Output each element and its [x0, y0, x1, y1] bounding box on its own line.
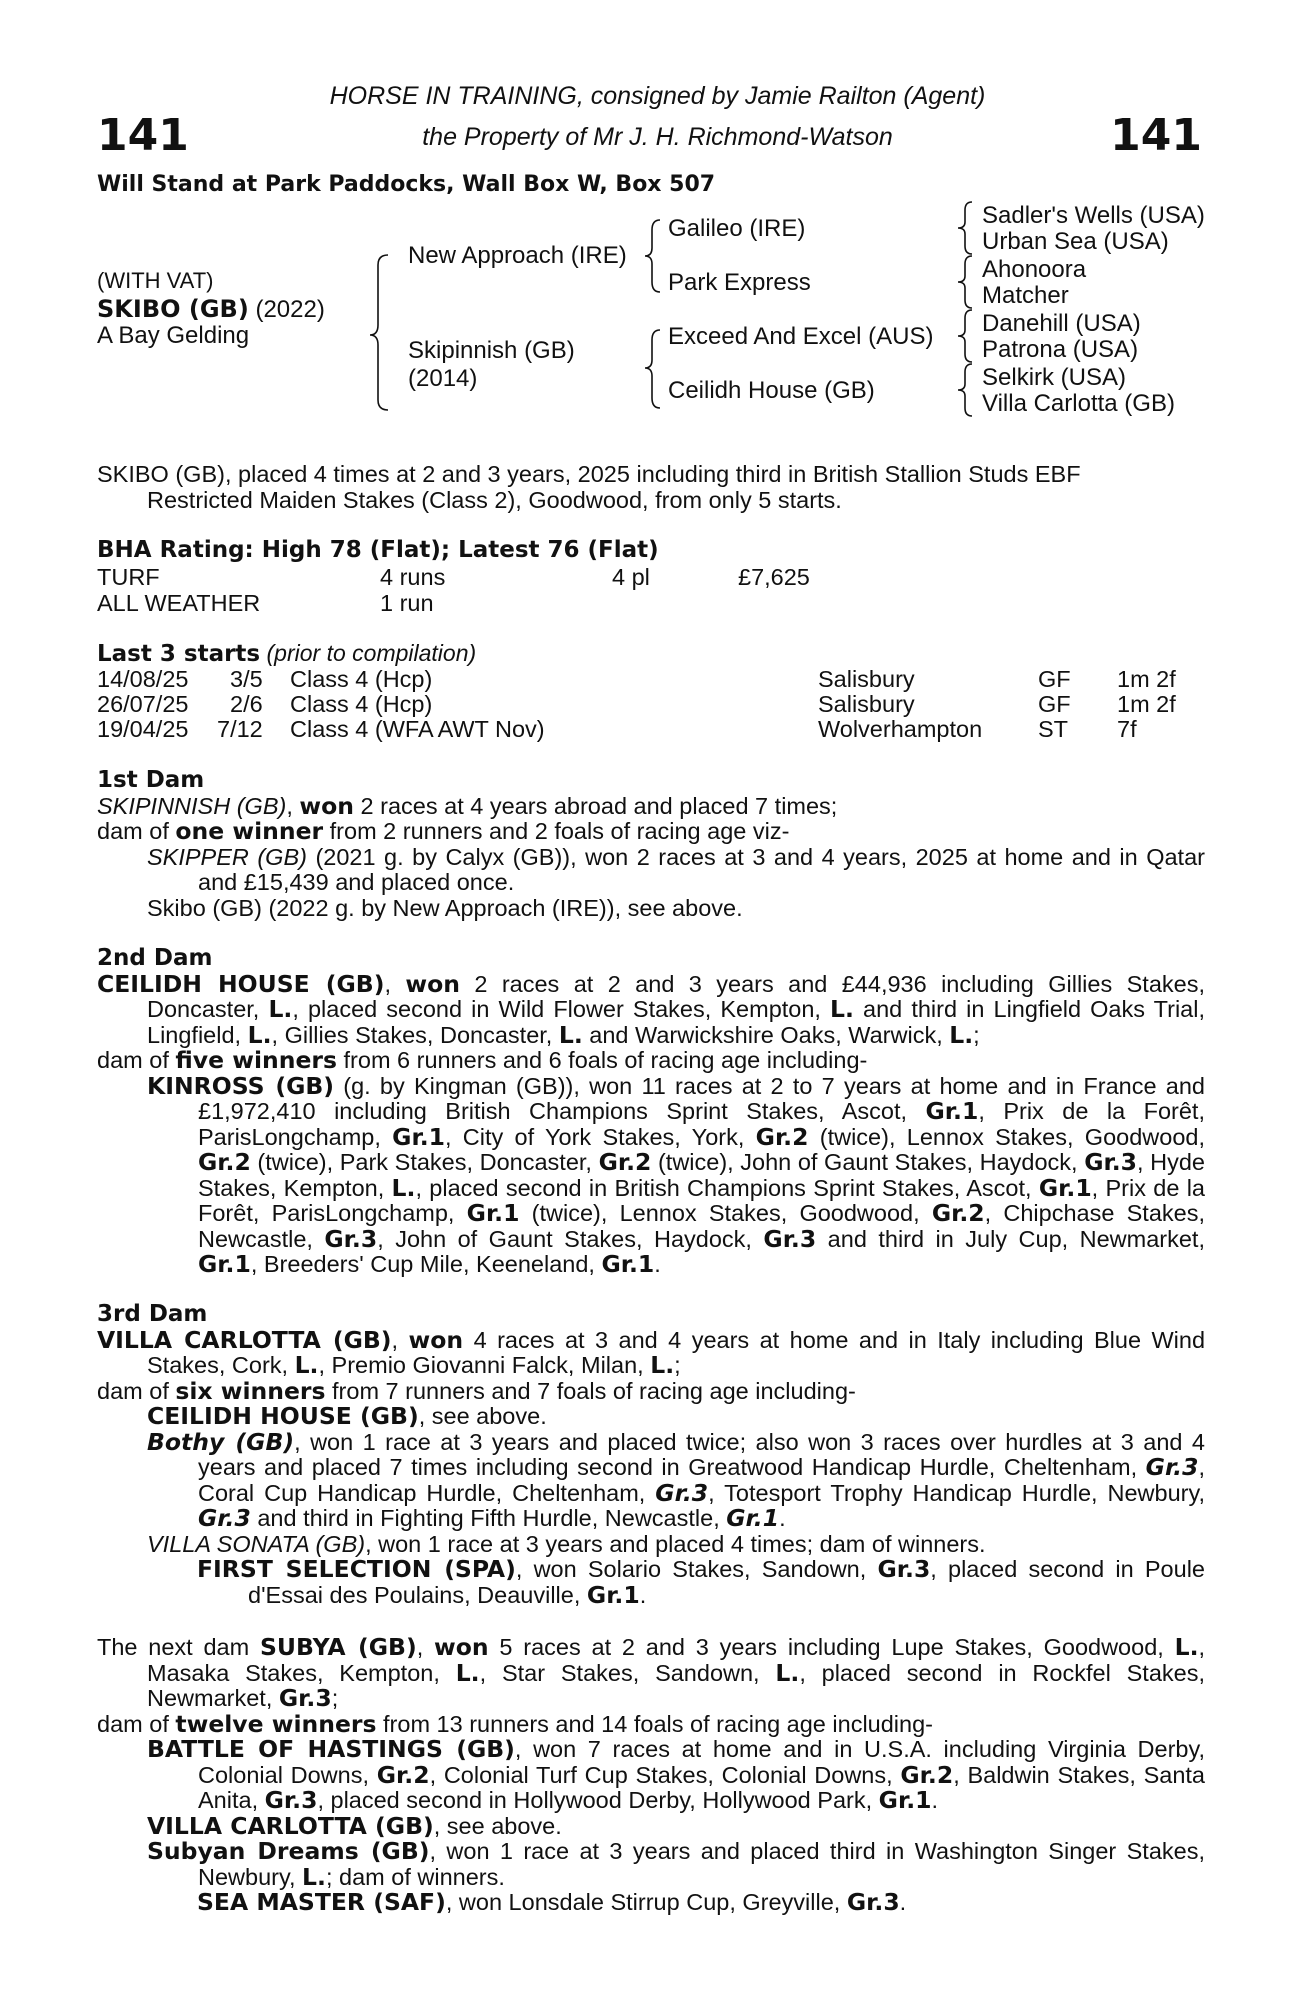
won-label: won [405, 969, 460, 998]
text-run: , Totesport Trophy Handicap Hurdle, Newbury, [708, 1479, 1206, 1506]
text-run: , Colonial Turf Cup Stakes, Colonial Downs, [429, 1761, 901, 1788]
ancestor-4: Matcher [982, 282, 1069, 309]
produce-name: Subyan Dreams (GB) [147, 1837, 430, 1865]
grade-label: L. [1174, 1633, 1199, 1661]
first-dam-section [97, 768, 1205, 921]
start-class: Class 4 (Hcp) [290, 691, 433, 717]
dam-sire: Exceed And Excel (AUS) [668, 323, 934, 350]
second-dam-section [97, 946, 1205, 1278]
text-run: , placed second in Wild Flower Stakes, Kempton, [292, 996, 831, 1022]
winners-count: twelve winners [175, 1709, 377, 1738]
start-course: Salisbury [818, 691, 915, 717]
turf-placed: 4 pl [612, 564, 650, 590]
lot-number-right: 141 [1110, 110, 1202, 161]
text-run: and third in Fighting Fifth Hurdle, Newcastle, [250, 1505, 727, 1531]
produce-first-selection [97, 1557, 1205, 1608]
text-run: (twice), John of Gaunt Stakes, Haydock, [651, 1149, 1085, 1175]
grade-label: Gr.2 [376, 1760, 430, 1789]
text-run: . [931, 1787, 939, 1813]
produce-name: FIRST SELECTION (SPA) [197, 1555, 516, 1583]
ancestor-8: Villa Carlotta (GB) [982, 390, 1175, 417]
grade-label: L. [830, 995, 854, 1023]
third-dam-section [97, 1302, 1205, 1608]
start-date: 14/08/25 [97, 666, 189, 692]
ancestor-3: Ahonoora [982, 256, 1087, 283]
grade-label: Gr.3 [1145, 1453, 1199, 1481]
consignor-line: HORSE IN TRAINING, consigned by Jamie Railton (Agent) [329, 82, 986, 110]
produce-name: SKIPPER (GB) [147, 843, 307, 870]
text-run: , [416, 1634, 435, 1660]
text-run: . [654, 1251, 661, 1277]
last-starts-heading [97, 640, 476, 667]
text-run: , won 1 race at 3 years and placed third in Washington Singer Stakes, Newbury, [198, 1838, 1205, 1890]
text-run: , Baldwin Stakes, Santa Anita, [198, 1761, 1205, 1813]
turf-prize: £7,625 [738, 564, 810, 590]
next-dam-produce [97, 1709, 1205, 1738]
text-run: (twice), Lennox Stakes, Goodwood, [519, 1200, 932, 1226]
second-dam-record [97, 969, 1205, 1049]
text-run: , Masaka Stakes, Kempton, [147, 1634, 1206, 1686]
ancestor-6: Patrona (USA) [982, 336, 1139, 363]
grade-label: L. [247, 1020, 272, 1049]
grade-label: Gr.3 [264, 1786, 318, 1814]
text-run: , Premio Giovanni Falck, Milan, [318, 1352, 651, 1378]
text-run: , placed second in British Champions Sprint Stakes, Ascot, [415, 1174, 1039, 1201]
start-going: GF [1038, 666, 1071, 692]
winners-count: one winner [175, 817, 324, 845]
text-run: Skibo (GB) (2022 g. by New Approach (IRE)), see above. [147, 894, 743, 921]
text-run: , John of Gaunt Stakes, Haydock, [377, 1225, 764, 1252]
grade-label: Gr.1 [726, 1504, 780, 1532]
summary-line-2: Restricted Maiden Stakes (Class 2), Goodwood, from only 5 starts. [147, 486, 842, 513]
text-run: , won Lonsdale Stirrup Cup, Greyville, [445, 1889, 847, 1915]
text-run: , placed second in Rockfel Stakes, Newmarket, [147, 1659, 1205, 1711]
produce-name: CEILIDH HOUSE (GB) [147, 1402, 419, 1430]
text-run: , Prix de la Forêt, ParisLongchamp, [198, 1174, 1205, 1226]
horse-description: A Bay Gelding [97, 322, 250, 349]
grade-label: Gr.1 [601, 1250, 655, 1278]
next-dam-section [97, 1635, 1205, 1916]
dam-name: CEILIDH HOUSE (GB) [97, 969, 385, 998]
grade-label: Gr.1 [466, 1199, 520, 1227]
text-run: , Chipchase Stakes, Newcastle, [198, 1200, 1205, 1252]
produce-ceilidh-house [97, 1404, 1205, 1430]
grade-label: L. [391, 1173, 416, 1202]
text-run: , City of York Stakes, York, [444, 1123, 756, 1150]
grade-label: L. [558, 1020, 583, 1049]
text-run: , Prix de la Forêt, ParisLongchamp, [198, 1098, 1205, 1150]
produce-villa-carlotta [97, 1811, 1205, 1840]
third-dam-produce [97, 1376, 1205, 1405]
text-run: , won 1 race at 3 years and placed 4 times; dam of winners. [365, 1530, 986, 1557]
text-run: , placed second in Hollywood Derby, Hollywood Park, [317, 1787, 879, 1813]
text-run: (twice), Park Stakes, Doncaster, [250, 1149, 599, 1175]
text-run: dam of [97, 1377, 176, 1404]
text-run: , won Solario Stakes, Sandown, [515, 1556, 878, 1582]
aw-runs: 1 run [380, 590, 434, 616]
grade-label: Gr.3 [655, 1478, 709, 1507]
text-run: 2 races at 2 and 3 years and £44,936 including Gillies Stakes, Doncaster, [147, 970, 1205, 1022]
ancestor-7: Selkirk (USA) [982, 364, 1127, 391]
grade-label: Gr.2 [755, 1122, 809, 1151]
dam: Skipinnish (GB) [408, 337, 575, 364]
text-run: (2021 g. by Calyx (GB)), won 2 races at 3 and 4 years, 2025 at home and in Qatar and £15,439 and placed once. [198, 843, 1205, 895]
text-run: (twice), Lennox Stakes, Goodwood, [808, 1123, 1205, 1150]
grade-label: Gr.1 [1038, 1173, 1092, 1202]
start-distance: 1m 2f [1117, 666, 1176, 692]
dam-year: (2014) [408, 365, 478, 392]
aw-surface: ALL WEATHER [97, 590, 261, 616]
grade-label: Gr.1 [392, 1122, 445, 1151]
start-going: ST [1038, 716, 1069, 742]
ancestor-2: Urban Sea (USA) [982, 228, 1169, 255]
text-run: dam of [97, 1047, 176, 1073]
won-label: won [299, 791, 354, 820]
start-position: 3/5 [230, 666, 263, 692]
won-label: won [408, 1325, 464, 1354]
grade-label: Gr.3 [278, 1684, 332, 1712]
dam-name: VILLA CARLOTTA (GB) [97, 1325, 392, 1354]
produce-kinross [97, 1071, 1205, 1278]
grade-label: Gr.2 [198, 1148, 251, 1176]
dam-name: SUBYA (GB) [259, 1633, 417, 1661]
won-label: won [434, 1633, 489, 1661]
start-position: 2/6 [230, 691, 263, 717]
last-starts-note: (prior to compilation) [260, 640, 477, 666]
vat-note: (WITH VAT) [97, 268, 214, 293]
text-run: from 7 runners and 7 foals of racing age including- [325, 1377, 856, 1404]
grade-label: L. [302, 1862, 326, 1891]
produce-skibo [97, 896, 1205, 922]
text-run: . [899, 1889, 907, 1915]
grade-label: Gr.2 [931, 1199, 985, 1227]
grade-label: Gr.3 [324, 1224, 378, 1253]
produce-bothy [97, 1427, 1206, 1532]
first-dam-title: 1st Dam [97, 767, 205, 793]
produce-name: VILLA SONATA (GB) [147, 1530, 366, 1557]
horse-name: SKIBO (GB) [97, 295, 249, 323]
text-run: from 13 runners and 14 foals of racing age including- [376, 1710, 933, 1737]
summary-line-1: SKIBO (GB), placed 4 times at 2 and 3 years, 2025 including third in British Stallion Studs EBF [97, 461, 1081, 487]
produce-skipper [97, 845, 1205, 896]
grade-label: Gr.2 [900, 1760, 954, 1789]
first-dam-record [97, 791, 1205, 820]
sire: New Approach (IRE) [408, 242, 627, 269]
start-date: 26/07/25 [97, 691, 189, 717]
text-run: ; [973, 1021, 980, 1048]
produce-name: VILLA CARLOTTA (GB) [147, 1811, 434, 1840]
turf-surface: TURF [97, 564, 160, 590]
property-line: the Property of Mr J. H. Richmond-Watson [422, 123, 893, 151]
ancestor-1: Sadler's Wells (USA) [982, 202, 1205, 229]
lot-number-left: 141 [97, 110, 189, 161]
text-run: , won 7 races at home and in U.S.A. including Virginia Derby, Colonial Downs, [198, 1736, 1205, 1788]
start-date: 19/04/25 [97, 716, 189, 742]
grade-label: Gr.3 [877, 1555, 931, 1583]
text-run: 5 races at 2 and 3 years including Lupe Stakes, Goodwood, [488, 1634, 1175, 1660]
text-run: and third in July Cup, Newmarket, [816, 1225, 1205, 1252]
text-run: , won 1 race at 3 years and placed twice; also won 3 races over hurdles at 3 and 4 years and placed 7 times including second in Greatwood Handicap Hurdle, Cheltenham, [198, 1428, 1205, 1480]
sire-sire: Galileo (IRE) [668, 215, 806, 242]
text-run: , [384, 970, 406, 997]
text-run: The next dam [97, 1634, 260, 1660]
produce-sea-master [97, 1890, 1205, 1916]
text-run: (g. by Kingman (GB)), won 11 races at 2 to 7 years at home and in France and £1,972,410 including British Champions Sprint Stakes, Ascot, [198, 1072, 1205, 1124]
text-run: from 6 runners and 6 foals of racing age including- [336, 1047, 868, 1073]
text-run: , [391, 1326, 409, 1353]
grade-label: Gr.2 [598, 1148, 652, 1176]
start-going: GF [1038, 691, 1071, 717]
grade-label: Gr.1 [586, 1580, 640, 1609]
text-run: . [639, 1581, 647, 1608]
text-run: , see above. [433, 1812, 562, 1839]
race-summary [97, 462, 1205, 513]
start-distance: 1m 2f [1117, 691, 1176, 717]
grade-label: L. [775, 1658, 800, 1687]
text-run: 4 races at 3 and 4 years at home and in Italy including Blue Wind Stakes, Cork, [147, 1326, 1206, 1378]
text-run: dam of [97, 1710, 176, 1737]
produce-subyan-dreams [97, 1839, 1205, 1890]
text-run: ; [331, 1685, 339, 1711]
text-run: ; [674, 1352, 681, 1378]
third-dam-title: 3rd Dam [97, 1301, 208, 1327]
start-position: 7/12 [217, 716, 263, 742]
grade-label: Gr.1 [878, 1786, 932, 1814]
grade-label: L. [650, 1351, 675, 1379]
winners-count: five winners [175, 1046, 337, 1074]
grade-label: Gr.3 [763, 1224, 817, 1253]
grade-label: L. [294, 1351, 319, 1379]
grade-label: L. [268, 995, 293, 1023]
third-dam-record [97, 1325, 1206, 1379]
text-run: , Star Stakes, Sandown, [479, 1659, 776, 1686]
second-dam-produce [97, 1048, 1205, 1074]
grade-label: Gr.3 [1084, 1148, 1137, 1176]
text-run: . [779, 1505, 786, 1531]
first-dam-produce [97, 819, 1205, 845]
grade-label: Gr.1 [925, 1097, 979, 1125]
stand-location: Will Stand at Park Paddocks, Wall Box W, Box 507 [97, 172, 716, 197]
dam-dam: Ceilidh House (GB) [668, 377, 875, 404]
produce-name: KINROSS (GB) [147, 1071, 335, 1100]
sire-dam: Park Express [668, 269, 811, 296]
grade-label: Gr.3 [198, 1504, 251, 1532]
second-dam-title: 2nd Dam [97, 945, 213, 971]
start-class: Class 4 (Hcp) [290, 666, 433, 692]
grade-label: Gr.1 [198, 1250, 251, 1278]
produce-name: SEA MASTER (SAF) [197, 1888, 446, 1916]
produce-villa-sonata [97, 1532, 1205, 1558]
ancestor-5: Danehill (USA) [982, 310, 1141, 337]
text-run: , Coral Cup Handicap Hurdle, Cheltenham, [198, 1454, 1205, 1506]
grade-label: Gr.3 [846, 1888, 900, 1916]
turf-runs: 4 runs [380, 564, 446, 590]
last-starts-title: Last 3 starts [97, 641, 261, 667]
text-run: and Warwickshire Oaks, Warwick, [582, 1021, 950, 1048]
text-run: , placed second in Poule d'Essai des Poulains, Deauville, [248, 1556, 1205, 1608]
dam-name: SKIPINNISH (GB) [97, 792, 287, 819]
text-run: , Breeders' Cup Mile, Keeneland, [250, 1251, 602, 1277]
text-run: , [286, 792, 300, 819]
text-run: from 2 runners and 2 foals of racing age viz- [323, 818, 790, 844]
grade-label: L. [455, 1658, 480, 1687]
produce-battle-of-hastings [97, 1737, 1205, 1814]
next-dam-record [97, 1635, 1205, 1712]
start-course: Wolverhampton [818, 716, 983, 742]
bha-rating-title: BHA Rating: High 78 (Flat); Latest 76 (Flat) [97, 537, 659, 563]
start-distance: 7f [1117, 716, 1137, 742]
text-run: , see above. [418, 1403, 547, 1429]
start-class: Class 4 (WFA AWT Nov) [290, 716, 545, 742]
winners-count: six winners [175, 1376, 326, 1405]
text-run: dam of [97, 818, 176, 844]
text-run: ; dam of winners. [325, 1863, 505, 1890]
start-course: Salisbury [818, 666, 915, 692]
text-run: 2 races at 4 years abroad and placed 7 times; [354, 792, 838, 819]
produce-name: Bothy (GB) [147, 1427, 295, 1456]
produce-name: BATTLE OF HASTINGS (GB) [147, 1735, 515, 1763]
horse-year: (2022) [248, 296, 325, 323]
text-run: , Hyde Stakes, Kempton, [198, 1149, 1205, 1201]
text-run: , Gillies Stakes, Doncaster, [271, 1021, 559, 1048]
grade-label: L. [949, 1020, 974, 1049]
text-run: and third in Lingfield Oaks Trial, Lingfield, [147, 996, 1205, 1048]
